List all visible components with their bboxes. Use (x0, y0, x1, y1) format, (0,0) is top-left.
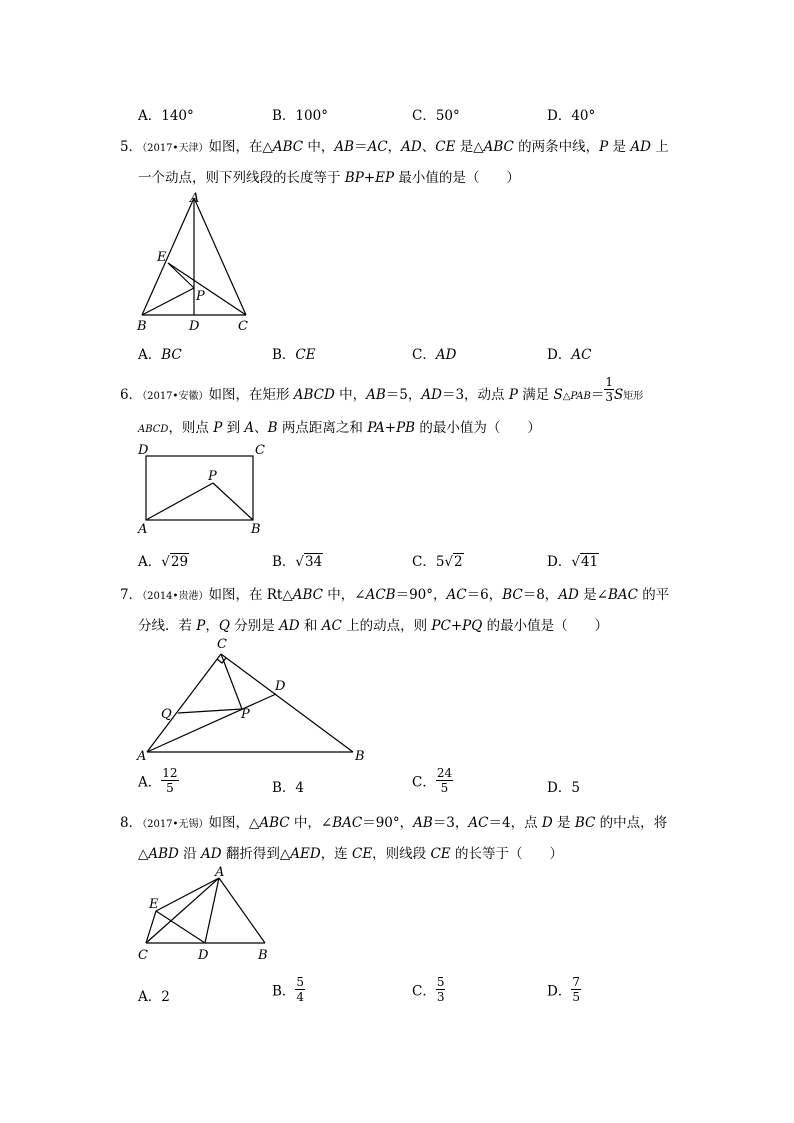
q7-figure (135, 636, 375, 764)
q7-option-a[interactable]: A． $\frac{12}{5}$ (138, 766, 178, 795)
q6-figure (135, 440, 270, 540)
q6-label-a: A (138, 522, 148, 537)
q6-stem-line2: ABCD，则点 P 到 A、B 两点距离之和 PA+PB 的最小值为（ ） (138, 420, 541, 436)
q6-label-d: D (138, 443, 149, 458)
q5-label-c: C (238, 319, 248, 334)
q5-stem-line1: 5．（2017•天津）如图，在△ABC 中，AB＝AC，AD、CE 是△ABC 的两条中线，P 是 AD 上 (120, 139, 669, 155)
sqrt-sign-icon: √29 (161, 554, 189, 570)
q5-figure (130, 188, 260, 338)
q6-label-p: P (208, 469, 217, 484)
q6-label-b: B (251, 522, 261, 537)
q6-label-c: C (255, 443, 265, 458)
q7-label-c: C (217, 637, 227, 652)
q7-option-b[interactable]: B．4 (272, 780, 305, 796)
q8-label-d: D (198, 948, 209, 963)
q6-option-c[interactable]: C．5√2 (412, 554, 463, 570)
q4-option-a[interactable]: A．140° (138, 108, 194, 124)
q8-stem-line2: △ABD 沿 AD 翻折得到△AED，连 CE，则线段 CE 的长等于（ ） (138, 846, 563, 862)
sqrt-sign-icon: √2 (444, 554, 463, 570)
q5-stem-line2: 一个动点，则下列线段的长度等于 BP+EP 最小值的是（ ） (138, 170, 520, 186)
q6-stem-line1: 6．（2017•安徽）如图，在矩形 ABCD 中，AB＝5，AD＝3，动点 P 满足 S△PAB＝ $\frac{1}{3}$ S矩形 (120, 375, 644, 404)
q8-option-a[interactable]: A．2 (138, 989, 170, 1005)
q7-label-p: P (241, 707, 250, 722)
q8-option-d[interactable]: D． $\frac{7}{5}$ (547, 975, 580, 1004)
q5-label-e: E (157, 250, 167, 265)
q4-option-b[interactable]: B．100° (272, 108, 328, 124)
sqrt-sign-icon: √41 (571, 554, 599, 570)
q6-fraction: $\frac{1}{3}$ (605, 375, 614, 404)
q7-label-b: B (355, 749, 365, 764)
q7-stem-line1: 7．（2014•贵港）如图，在 Rt△ABC 中，∠ACB＝90°，AC＝6，BC＝8，AD 是∠BAC 的平 (120, 587, 670, 603)
q5-option-b[interactable]: B．CE (272, 347, 316, 363)
q8-label-c: C (138, 948, 148, 963)
q8-stem-line1: 8．（2017•无锡）如图，△ABC 中，∠BAC＝90°，AB＝3，AC＝4，点 D 是 BC 的中点，将 (120, 815, 668, 831)
q5-option-a[interactable]: A．BC (138, 347, 182, 363)
q8-figure (135, 865, 275, 968)
q7-label-q: Q (161, 707, 172, 722)
q8-option-b[interactable]: B． $\frac{5}{4}$ (272, 975, 305, 1004)
q6-option-a[interactable]: A．√29 (138, 554, 189, 570)
q8-label-b: B (258, 948, 268, 963)
q5-option-d[interactable]: D．AC (547, 347, 592, 363)
q5-label-b: B (137, 319, 147, 334)
q5-option-c[interactable]: C．AD (412, 347, 457, 363)
sqrt-sign-icon: √34 (295, 554, 323, 570)
q4-option-c[interactable]: C．50° (412, 108, 460, 124)
q5-label-p: P (196, 289, 205, 304)
q7-stem-line2: 分线．若 P，Q 分别是 AD 和 AC 上的动点，则 PC+PQ 的最小值是（ ） (138, 618, 609, 634)
q7-option-d[interactable]: D．5 (547, 780, 580, 796)
q8-label-e: E (149, 897, 159, 912)
q8-label-a: A (215, 865, 225, 880)
q8-option-c[interactable]: C． $\frac{5}{3}$ (412, 975, 445, 1004)
q7-option-c[interactable]: C． $\frac{24}{5}$ (412, 766, 453, 795)
q7-label-a: A (137, 749, 147, 764)
q6-option-b[interactable]: B．√34 (272, 554, 323, 570)
q5-label-a: A (190, 191, 200, 206)
q7-label-d: D (275, 679, 286, 694)
q4-option-d[interactable]: D．40° (547, 108, 596, 124)
q5-label-d: D (189, 319, 200, 334)
q6-option-d[interactable]: D．√41 (547, 554, 599, 570)
